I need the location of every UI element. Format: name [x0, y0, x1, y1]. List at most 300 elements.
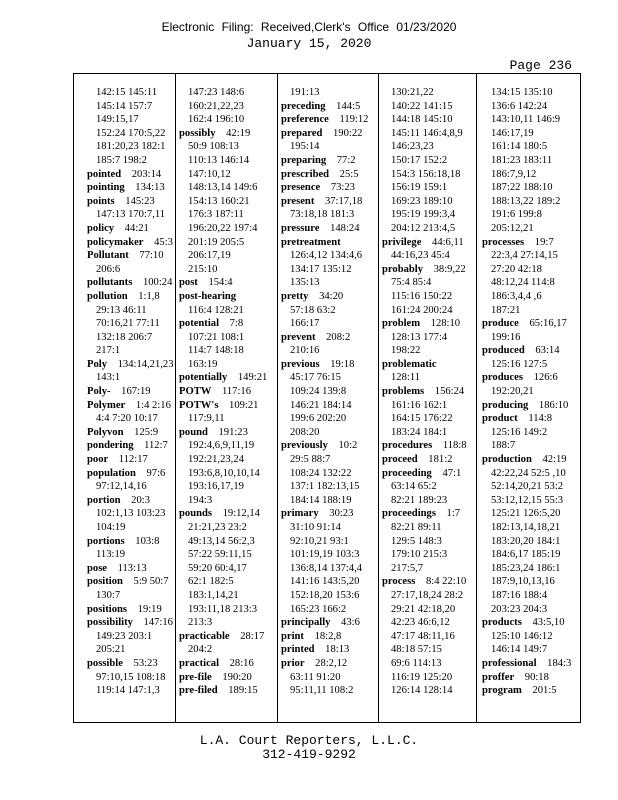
- index-column-4: [382, 86, 476, 698]
- index-term: pondering: [87, 440, 134, 452]
- page-line-refs: 57:22 59:11,15: [188, 549, 252, 561]
- index-term: privilege: [382, 236, 422, 248]
- page-line-refs: 208:2: [326, 331, 351, 343]
- page-line-refs: 192:4,6,9,11,19: [188, 440, 255, 452]
- page-line-refs: 152:24 170:5,22: [96, 127, 166, 139]
- index-entry: [382, 263, 476, 277]
- filing-stamp: Electronic Filing: Received,Clerk's Office 01/23/2020: [161, 20, 457, 34]
- page-line-refs: 30:23: [329, 508, 354, 520]
- index-entry-continuation: [482, 643, 576, 657]
- index-entry-continuation: [281, 603, 375, 617]
- index-term: preparing: [281, 154, 327, 166]
- index-entry-continuation: [281, 249, 375, 263]
- index-term: process: [382, 576, 416, 588]
- index-entry-continuation: [179, 521, 273, 535]
- index-term: poor: [87, 454, 109, 466]
- page-line-refs: 25:5: [339, 168, 359, 180]
- page-line-refs: 7:8: [229, 318, 244, 330]
- column-divider: [378, 74, 379, 722]
- index-entry-continuation: [482, 385, 576, 399]
- page-line-refs: 102:1,13 103:23: [96, 508, 166, 520]
- page-line-refs: 189:15: [228, 685, 258, 697]
- index-entry: [281, 331, 375, 345]
- page-line-refs: 156:24: [434, 386, 465, 398]
- index-entry-continuation: [87, 127, 181, 141]
- index-entry-continuation: [382, 657, 476, 671]
- page-line-refs: 181:23 183:11: [491, 154, 553, 166]
- index-entry-continuation: [281, 562, 375, 576]
- index-term: problems: [382, 386, 425, 398]
- page-line-refs: 42:19: [226, 127, 251, 139]
- index-entry: [482, 236, 576, 250]
- index-entry-continuation: [87, 140, 181, 154]
- index-entry-continuation: [382, 127, 476, 141]
- document-date: January 15, 2020: [246, 36, 372, 51]
- page-line-refs: 108:24 132:22: [290, 467, 352, 479]
- index-entry: [87, 562, 181, 576]
- page-line-refs: 1:1,8: [138, 290, 160, 302]
- index-entry: [179, 317, 273, 331]
- page-line-refs: 45:17 76:15: [290, 372, 341, 384]
- index-entry-continuation: [382, 331, 476, 345]
- page-line-refs: 134:15 135:10: [491, 87, 553, 98]
- page-line-refs: 44:16,23 45:4: [391, 250, 450, 262]
- index-entry-continuation: [281, 371, 375, 385]
- page-line-refs: 146:17,19: [491, 127, 534, 139]
- index-entry-continuation: [179, 562, 273, 576]
- index-term: portion: [87, 494, 121, 506]
- index-entry-continuation: [179, 616, 273, 630]
- index-entry-continuation: [281, 671, 375, 685]
- page-line-refs: 149:23 203:1: [96, 630, 153, 642]
- index-entry-continuation: [482, 562, 576, 576]
- index-entry: [179, 276, 273, 290]
- index-entry-continuation: [281, 575, 375, 589]
- page-line-refs: 125:9: [134, 426, 159, 438]
- index-entry-continuation: [281, 494, 375, 508]
- index-entry: [87, 385, 181, 399]
- page-line-refs: 154:4: [208, 277, 233, 289]
- index-entry: [281, 630, 375, 644]
- index-entry: [87, 467, 181, 481]
- page-line-refs: 29:5 88:7: [290, 454, 331, 466]
- index-entry-continuation: [87, 86, 181, 100]
- index-entry-continuation: [482, 86, 576, 100]
- index-entry-continuation: [482, 331, 576, 345]
- index-term: program: [482, 685, 522, 697]
- index-entry-continuation: [179, 168, 273, 182]
- index-entry-continuation: [179, 304, 273, 318]
- page-line-refs: 97:10,15 108:18: [96, 671, 166, 683]
- page-line-refs: 77:2: [336, 154, 356, 166]
- page-line-refs: 142:15 145:11: [96, 87, 158, 98]
- page-line-refs: 186:7,9,12: [491, 168, 537, 180]
- index-term: print: [281, 630, 304, 642]
- index-term: procedures: [382, 440, 433, 452]
- index-entry-continuation: [87, 684, 181, 698]
- index-entry-continuation: [179, 100, 273, 114]
- index-entry-continuation: [382, 140, 476, 154]
- page-line-refs: 145:23: [125, 195, 155, 207]
- page-line-refs: 135:13: [290, 277, 320, 289]
- index-entry: [87, 426, 181, 440]
- index-term: produced: [482, 345, 525, 357]
- page-line-refs: 143:10,11 146:9: [491, 114, 561, 126]
- index-entry-continuation: [179, 412, 273, 426]
- page-line-refs: 176:3 187:11: [188, 209, 244, 221]
- index-term: pollutants: [87, 277, 133, 289]
- index-entry-continuation: [482, 208, 576, 222]
- page-line-refs: 217:5,7: [391, 562, 424, 574]
- index-entry-continuation: [87, 100, 181, 114]
- page-line-refs: 191:6 199:8: [491, 209, 542, 221]
- page-line-refs: 22:3,4 27:14,15: [491, 250, 558, 262]
- index-term: preference: [281, 114, 329, 126]
- index-entry: [179, 630, 273, 644]
- index-entry-continuation: [382, 603, 476, 617]
- index-entry-continuation: [179, 603, 273, 617]
- page-line-refs: 110:13 146:14: [188, 154, 250, 166]
- index-entry-continuation: [482, 439, 576, 453]
- index-entry-continuation: [382, 113, 476, 127]
- index-entry-continuation: [281, 548, 375, 562]
- index-term: proceed: [382, 454, 418, 466]
- page-line-refs: 53:23: [133, 657, 158, 669]
- index-entry: [87, 358, 181, 372]
- index-term: prescribed: [281, 168, 330, 180]
- page-line-refs: 42:22,24 52:5 ,10: [491, 467, 566, 479]
- index-column-5: [482, 86, 576, 698]
- page-line-refs: 113:19: [96, 549, 126, 561]
- page-line-refs: 4:4 7:20 10:17: [96, 413, 158, 425]
- index-entry: [87, 222, 181, 236]
- index-entry-continuation: [281, 317, 375, 331]
- index-entry-continuation: [179, 208, 273, 222]
- page-line-refs: 70:16,21 77:11: [96, 318, 160, 330]
- index-term: previous: [281, 358, 320, 370]
- index-term: primary: [281, 508, 319, 520]
- index-entry-continuation: [87, 371, 181, 385]
- index-entry: [382, 358, 476, 372]
- index-entry-continuation: [382, 344, 476, 358]
- page-line-refs: 149:21: [237, 372, 268, 384]
- page-line-refs: 44:21: [124, 222, 149, 234]
- page-line-refs: 145:14 157:7: [96, 100, 153, 112]
- page-line-refs: 107:21 108:1: [188, 331, 245, 343]
- index-entry-continuation: [382, 195, 476, 209]
- index-term: potential: [179, 318, 220, 330]
- page-line-refs: 129:5 148:3: [391, 535, 442, 547]
- page-line-refs: 109:21: [229, 399, 259, 411]
- page-line-refs: 166:17: [290, 318, 320, 330]
- index-entry-continuation: [482, 507, 576, 521]
- page-line-refs: 147:23 148:6: [188, 87, 245, 98]
- index-term: present: [281, 195, 315, 207]
- index-entry-continuation: [87, 317, 181, 331]
- index-entry: [179, 399, 273, 413]
- index-entry: [87, 399, 181, 413]
- index-term: processes: [482, 236, 525, 248]
- page-line-refs: 97:6: [146, 467, 166, 479]
- index-entry-continuation: [179, 358, 273, 372]
- page-line-refs: 213:3: [188, 617, 213, 629]
- index-column-1: [87, 86, 181, 698]
- index-entry: [281, 290, 375, 304]
- index-entry: [179, 684, 273, 698]
- page-line-refs: 144:18 145:10: [391, 114, 453, 126]
- index-entry-continuation: [281, 140, 375, 154]
- page-line-refs: 186:10: [538, 399, 569, 411]
- page-line-refs: 38:9,22: [433, 263, 466, 275]
- index-entry: [382, 453, 476, 467]
- page-line-refs: 103:8: [135, 535, 160, 547]
- page-line-refs: 183:20,20 184:1: [491, 535, 561, 547]
- page-line-refs: 125:10 146:12: [491, 630, 553, 642]
- page-line-refs: 169:23 189:10: [391, 195, 453, 207]
- page-line-refs: 136:6 142:24: [491, 100, 548, 112]
- page-line-refs: 50:9 108:13: [188, 141, 239, 153]
- index-term: pound: [179, 426, 208, 438]
- page-line-refs: 82:21 89:11: [391, 522, 442, 533]
- page-line-refs: 149:15,17: [96, 114, 139, 126]
- index-entry: [87, 195, 181, 209]
- index-entry-continuation: [281, 385, 375, 399]
- index-entry: [87, 236, 181, 250]
- index-box: [73, 73, 581, 723]
- index-term: points: [87, 195, 115, 207]
- page-line-refs: 63:14: [535, 345, 560, 357]
- page-line-refs: 82:21 189:23: [391, 494, 448, 506]
- page-line-refs: 154:13 160:21: [188, 195, 250, 207]
- index-term: production: [482, 454, 532, 466]
- page-line-refs: 112:17: [118, 454, 148, 466]
- page-line-refs: 47:1: [442, 467, 462, 479]
- index-entry-continuation: [482, 154, 576, 168]
- page-line-refs: 152:18,20 153:6: [290, 589, 360, 601]
- index-entry: [87, 249, 181, 263]
- index-entry: [281, 657, 375, 671]
- page-line-refs: 117:16: [221, 386, 252, 398]
- index-entry-continuation: [87, 589, 181, 603]
- page-line-refs: 113:13: [117, 562, 147, 574]
- page-line-refs: 147:10,12: [188, 168, 231, 180]
- index-entry-continuation: [179, 331, 273, 345]
- page-line-refs: 204:2: [188, 644, 213, 656]
- index-entry-continuation: [179, 453, 273, 467]
- index-entry: [281, 439, 375, 453]
- index-entry-continuation: [281, 684, 375, 698]
- index-term: prepared: [281, 127, 323, 139]
- page-line-refs: 28:17: [240, 630, 265, 642]
- index-entry-continuation: [482, 494, 576, 508]
- page-line-refs: 109:24 139:8: [290, 386, 347, 398]
- index-entry: [179, 385, 273, 399]
- page-line-refs: 187:22 188:10: [491, 182, 553, 194]
- index-entry-continuation: [281, 304, 375, 318]
- page-line-refs: 206:6: [96, 263, 121, 275]
- page-line-refs: 205:21: [96, 644, 126, 656]
- index-entry: [482, 453, 576, 467]
- index-entry-continuation: [281, 453, 375, 467]
- page-line-refs: 182:13,14,18,21: [491, 522, 561, 533]
- page-line-refs: 154:3 156:18,18: [391, 168, 461, 180]
- index-entry-continuation: [382, 208, 476, 222]
- index-entry: [382, 317, 476, 331]
- index-term: potentially: [179, 372, 228, 384]
- page-line-refs: 59:20 60:4,17: [188, 562, 247, 574]
- page-line-refs: 128:13 177:4: [391, 331, 448, 343]
- index-entry-continuation: [179, 195, 273, 209]
- index-term: position: [87, 576, 123, 588]
- index-column-3: [281, 86, 375, 698]
- page-line-refs: 183:24 184:1: [391, 426, 448, 438]
- index-entry-continuation: [281, 521, 375, 535]
- index-entry-continuation: [179, 439, 273, 453]
- index-term: Polymer: [87, 399, 126, 411]
- page-line-refs: 27:17,18,24 28:2: [391, 589, 464, 601]
- index-term: proceedings: [382, 508, 436, 520]
- index-entry: [281, 236, 375, 250]
- index-entry: [281, 154, 375, 168]
- page-line-refs: 21:21,23 23:2: [188, 522, 247, 533]
- page-line-refs: 148:24: [330, 222, 360, 234]
- page-line-refs: 73:23: [330, 182, 355, 194]
- index-term: policymaker: [87, 236, 144, 248]
- index-entry-continuation: [87, 507, 181, 521]
- page-line-refs: 215:10: [188, 263, 218, 275]
- index-entry-continuation: [179, 249, 273, 263]
- index-entry-continuation: [87, 671, 181, 685]
- index-entry-continuation: [482, 467, 576, 481]
- index-entry-continuation: [281, 467, 375, 481]
- page-line-refs: 1:7: [446, 508, 461, 520]
- index-term: preceding: [281, 100, 326, 112]
- index-entry-continuation: [382, 168, 476, 182]
- page-line-refs: 184:6,17 185:19: [491, 549, 561, 561]
- index-entry-continuation: [179, 181, 273, 195]
- index-entry-continuation: [179, 263, 273, 277]
- index-entry-continuation: [482, 263, 576, 277]
- index-entry-continuation: [482, 113, 576, 127]
- index-term: pretty: [281, 290, 309, 302]
- page-line-refs: 45:3: [154, 236, 173, 248]
- index-entry-continuation: [179, 344, 273, 358]
- index-entry-continuation: [382, 643, 476, 657]
- index-term: pointing: [87, 182, 125, 194]
- page-line-refs: 192:21,23,24: [188, 454, 244, 466]
- index-term: pounds: [179, 508, 212, 520]
- index-entry-continuation: [179, 535, 273, 549]
- page-line-refs: 92:10,21 93:1: [290, 535, 349, 547]
- index-term: produce: [482, 318, 519, 330]
- index-entry-continuation: [382, 589, 476, 603]
- column-divider: [277, 74, 278, 722]
- index-entry-continuation: [281, 276, 375, 290]
- page-line-refs: 53:12,12,15 55:3: [491, 494, 564, 506]
- index-term: Poly: [87, 358, 108, 370]
- index-term: professional: [482, 657, 537, 669]
- index-term: policy: [87, 222, 115, 234]
- index-entry-continuation: [87, 263, 181, 277]
- index-entry-continuation: [87, 480, 181, 494]
- index-term: possibility: [87, 617, 133, 629]
- page-line-refs: 198:22: [391, 345, 421, 357]
- index-entry-continuation: [87, 208, 181, 222]
- index-entry-continuation: [482, 603, 576, 617]
- page-line-refs: 29:13 46:11: [96, 304, 147, 316]
- index-entry: [482, 616, 576, 630]
- index-entry-continuation: [482, 276, 576, 290]
- index-term: practical: [179, 657, 220, 669]
- page-line-refs: 194:3: [188, 494, 213, 506]
- page-line-refs: 217:1: [96, 345, 121, 357]
- page-line-refs: 49:13,14 56:2,3: [188, 535, 255, 547]
- page-line-refs: 181:2: [428, 454, 453, 466]
- reporter-phone: 312-419-9292: [262, 747, 356, 762]
- index-entry: [382, 439, 476, 453]
- index-term: presence: [281, 182, 321, 194]
- page-line-refs: 161:24 200:24: [391, 304, 453, 316]
- index-entry-continuation: [281, 263, 375, 277]
- page-line-refs: 128:10: [430, 318, 461, 330]
- index-entry-continuation: [281, 589, 375, 603]
- page-line-refs: 75:4 85:4: [391, 277, 432, 289]
- page-line-refs: 115:16 150:22: [391, 290, 453, 302]
- index-entry: [482, 317, 576, 331]
- page-line-refs: 195:14: [290, 141, 320, 153]
- page-line-refs: 77:10: [139, 250, 164, 262]
- index-entry-continuation: [87, 412, 181, 426]
- page-line-refs: 184:3: [547, 657, 572, 669]
- page-line-refs: 146:21 184:14: [290, 399, 352, 411]
- page-line-refs: 192:20,21: [491, 386, 534, 398]
- index-term: pre-filed: [179, 685, 218, 697]
- page-line-refs: 37:17,18: [324, 195, 363, 207]
- index-term: prior: [281, 657, 305, 669]
- index-entry-continuation: [382, 426, 476, 440]
- page-line-refs: 185:7 198:2: [96, 154, 147, 166]
- page-line-refs: 136:8,14 137:4,4: [290, 562, 363, 574]
- page-line-refs: 19:7: [534, 236, 554, 248]
- page-line-refs: 161:14 180:5: [491, 141, 548, 153]
- index-term: printed: [281, 644, 315, 656]
- index-term: principally: [281, 617, 331, 629]
- index-entry-continuation: [87, 304, 181, 318]
- index-entry-continuation: [382, 86, 476, 100]
- page-line-refs: 164:15 176:22: [391, 413, 453, 425]
- page-line-refs: 205:12,21: [491, 222, 534, 234]
- page-line-refs: 186:3,4,4 ,6: [491, 290, 542, 302]
- index-entry-continuation: [482, 548, 576, 562]
- index-entry: [87, 603, 181, 617]
- page-line-refs: 130:7: [96, 589, 121, 601]
- page-line-refs: 19:12,14: [222, 508, 260, 520]
- index-entry: [179, 507, 273, 521]
- index-entry: [281, 195, 375, 209]
- page-line-refs: 167:19: [121, 386, 151, 398]
- index-entry-continuation: [281, 86, 375, 100]
- page-line-refs: 144:5: [336, 100, 361, 112]
- page-line-refs: 125:16 127:5: [491, 358, 548, 370]
- index-term: pretreatment: [281, 236, 341, 248]
- index-entry: [87, 494, 181, 508]
- page-line-refs: 63:11 91:20: [290, 671, 341, 683]
- index-entry-continuation: [382, 371, 476, 385]
- page-line-refs: 183:1,14,21: [188, 589, 239, 601]
- index-entry-continuation: [179, 113, 273, 127]
- index-entry: [281, 113, 375, 127]
- index-entry-continuation: [179, 589, 273, 603]
